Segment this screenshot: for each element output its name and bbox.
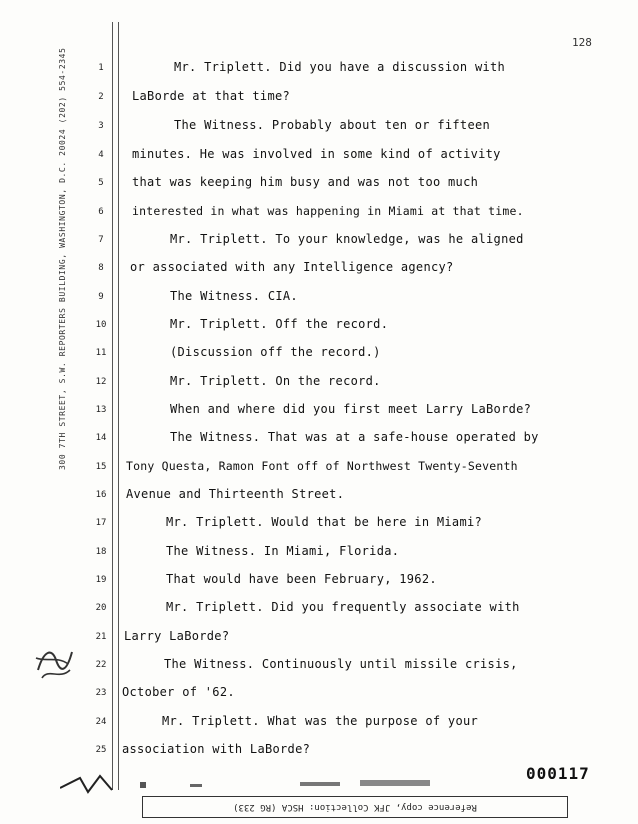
transcript-line: LaBorde at that time? xyxy=(132,89,291,103)
transcript-line: (Discussion off the record.) xyxy=(170,345,381,359)
transcript-line: Mr. Triplett. To your knowledge, was he aligned xyxy=(170,232,524,246)
transcript-line: Mr. Triplett. What was the purpose of your xyxy=(162,714,479,728)
line-number: 12 xyxy=(95,377,107,387)
transcript-line: minutes. He was involved in some kind of activity xyxy=(132,147,501,161)
line-number: 6 xyxy=(98,207,104,217)
transcript-line: association with LaBorde? xyxy=(122,742,311,756)
line-number: 22 xyxy=(95,660,107,670)
transcript-line: The Witness. In Miami, Florida. xyxy=(166,544,400,558)
line-number: 4 xyxy=(98,150,104,160)
left-margin-rule-inner xyxy=(118,22,119,790)
transcript-line: October of '62. xyxy=(122,685,235,699)
line-number: 25 xyxy=(95,745,107,755)
line-number: 11 xyxy=(95,348,107,358)
line-number: 24 xyxy=(95,717,107,727)
transcript-line: When and where did you first meet Larry LaBorde? xyxy=(170,402,532,416)
line-number: 16 xyxy=(95,490,107,500)
transcript-line: Larry LaBorde? xyxy=(124,629,230,643)
transcript-line: The Witness. Probably about ten or fifteen xyxy=(174,118,491,132)
line-number: 15 xyxy=(95,462,107,472)
transcript-line: That would have been February, 1962. xyxy=(166,572,437,586)
transcript-line: Mr. Triplett. On the record. xyxy=(170,374,381,388)
line-number: 17 xyxy=(95,518,107,528)
transcript-line: Mr. Triplett. Did you have a discussion with xyxy=(174,60,506,74)
line-number: 9 xyxy=(98,292,104,302)
transcript-line: Mr. Triplett. Would that be here in Miami? xyxy=(166,515,483,529)
transcript-line: Avenue and Thirteenth Street. xyxy=(126,487,345,501)
transcript-line: that was keeping him busy and was not too much xyxy=(132,175,479,189)
left-margin-rule xyxy=(112,22,113,790)
line-number: 21 xyxy=(95,632,107,642)
line-number: 2 xyxy=(98,92,104,102)
line-number: 10 xyxy=(95,320,107,330)
page-number: 128 xyxy=(572,36,592,49)
scan-artifact-icon xyxy=(60,770,520,798)
line-number: 19 xyxy=(95,575,107,585)
line-number: 1 xyxy=(98,63,104,73)
line-number: 20 xyxy=(95,603,107,613)
line-number: 8 xyxy=(98,263,104,273)
transcript-line: Mr. Triplett. Off the record. xyxy=(170,317,389,331)
document-number: 000117 xyxy=(526,764,590,783)
transcript-line: Tony Questa, Ramon Font off of Northwest Twenty-Seventh xyxy=(126,459,518,473)
line-number: 18 xyxy=(95,547,107,557)
line-number: 3 xyxy=(98,121,104,131)
transcript-line: interested in what was happening in Miami at that time. xyxy=(132,204,524,218)
transcript-line: or associated with any Intelligence agency? xyxy=(130,260,454,274)
handwritten-mark-icon xyxy=(30,630,80,690)
transcript-line: The Witness. That was at a safe-house operated by xyxy=(170,430,539,444)
transcript-line: The Witness. CIA. xyxy=(170,289,298,303)
line-number: 23 xyxy=(95,688,107,698)
line-number: 5 xyxy=(98,178,104,188)
line-number: 14 xyxy=(95,433,107,443)
transcript-line: The Witness. Continuously until missile crisis, xyxy=(164,657,518,671)
line-number: 7 xyxy=(98,235,104,245)
reference-stamp: Reference copy, JFK Collection: HSCA (RG 233) xyxy=(142,796,568,818)
transcript-line: Mr. Triplett. Did you frequently associate with xyxy=(166,600,520,614)
reporter-address-sidebar: 300 7TH STREET, S.W. REPORTERS BUILDING, WASHINGTON, D.C. 20024 (202) 554-2345 xyxy=(58,47,67,470)
line-number: 13 xyxy=(95,405,107,415)
